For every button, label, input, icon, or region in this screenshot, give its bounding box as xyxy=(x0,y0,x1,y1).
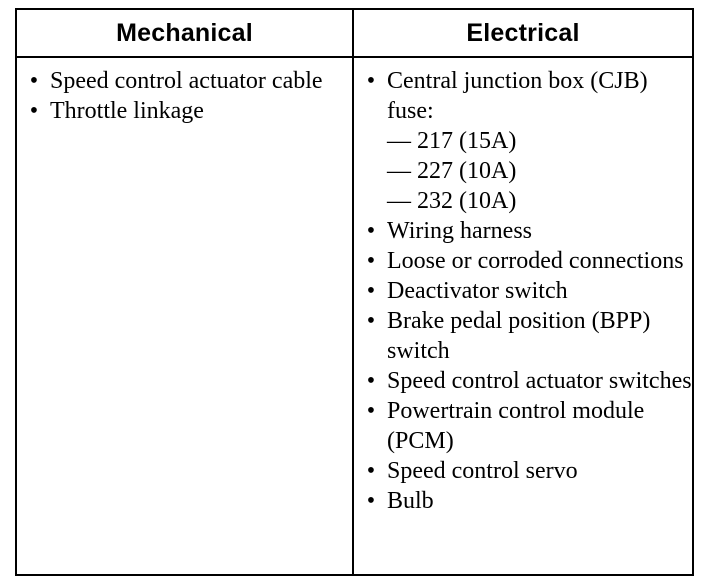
column-header-electrical: Electrical xyxy=(353,9,693,57)
bullet-icon: • xyxy=(366,308,376,334)
mechanical-list xyxy=(17,66,352,126)
bullet-icon: • xyxy=(366,398,376,424)
list-item-text: Central junction box (CJB) fuse: xyxy=(387,68,648,124)
electrical-cell xyxy=(353,57,693,575)
bullet-icon: • xyxy=(29,68,39,94)
sublist-item-text: 227 (10A) xyxy=(417,158,517,184)
list-item-text: Speed control actuator cable xyxy=(50,68,323,94)
list-item-text: Powertrain control module (PCM) xyxy=(387,398,645,454)
column-header-mechanical: Mechanical xyxy=(16,9,353,57)
content-row xyxy=(16,57,693,575)
list-item xyxy=(354,366,692,396)
list-item xyxy=(354,306,692,366)
bullet-icon: • xyxy=(29,98,39,124)
list-item xyxy=(354,456,692,486)
bullet-icon: • xyxy=(366,68,376,94)
list-item xyxy=(17,66,352,96)
list-item-text: Bulb xyxy=(387,488,434,514)
bullet-icon: • xyxy=(366,248,376,274)
electrical-list xyxy=(354,66,692,516)
sublist-item xyxy=(387,126,692,156)
bullet-icon: • xyxy=(366,218,376,244)
list-item-text: Wiring harness xyxy=(387,218,532,244)
sublist-item-text: 217 (15A) xyxy=(417,128,517,154)
list-item xyxy=(354,276,692,306)
sublist-item-text: 232 (10A) xyxy=(417,188,517,214)
dash-icon: — xyxy=(387,158,411,184)
list-item-text: Loose or corroded connections xyxy=(387,248,684,274)
dash-icon: — xyxy=(387,188,411,214)
list-item-text: Brake pedal position (BPP) switch xyxy=(387,308,651,364)
dash-icon: — xyxy=(387,128,411,154)
list-item xyxy=(354,216,692,246)
list-item xyxy=(17,96,352,126)
list-item xyxy=(354,486,692,516)
diagnostic-table xyxy=(15,8,694,576)
fuse-sublist xyxy=(387,126,692,216)
list-item-text: Speed control actuator switches xyxy=(387,368,692,394)
list-item-text: Speed control servo xyxy=(387,458,578,484)
list-item xyxy=(354,246,692,276)
list-item xyxy=(354,396,692,456)
header-row xyxy=(16,9,693,57)
bullet-icon: • xyxy=(366,278,376,304)
bullet-icon: • xyxy=(366,488,376,514)
bullet-icon: • xyxy=(366,458,376,484)
list-item-text: Throttle linkage xyxy=(50,98,204,124)
sublist-item xyxy=(387,186,692,216)
list-item-text: Deactivator switch xyxy=(387,278,568,304)
bullet-icon: • xyxy=(366,368,376,394)
mechanical-cell xyxy=(16,57,353,575)
list-item xyxy=(354,66,692,216)
sublist-item xyxy=(387,156,692,186)
